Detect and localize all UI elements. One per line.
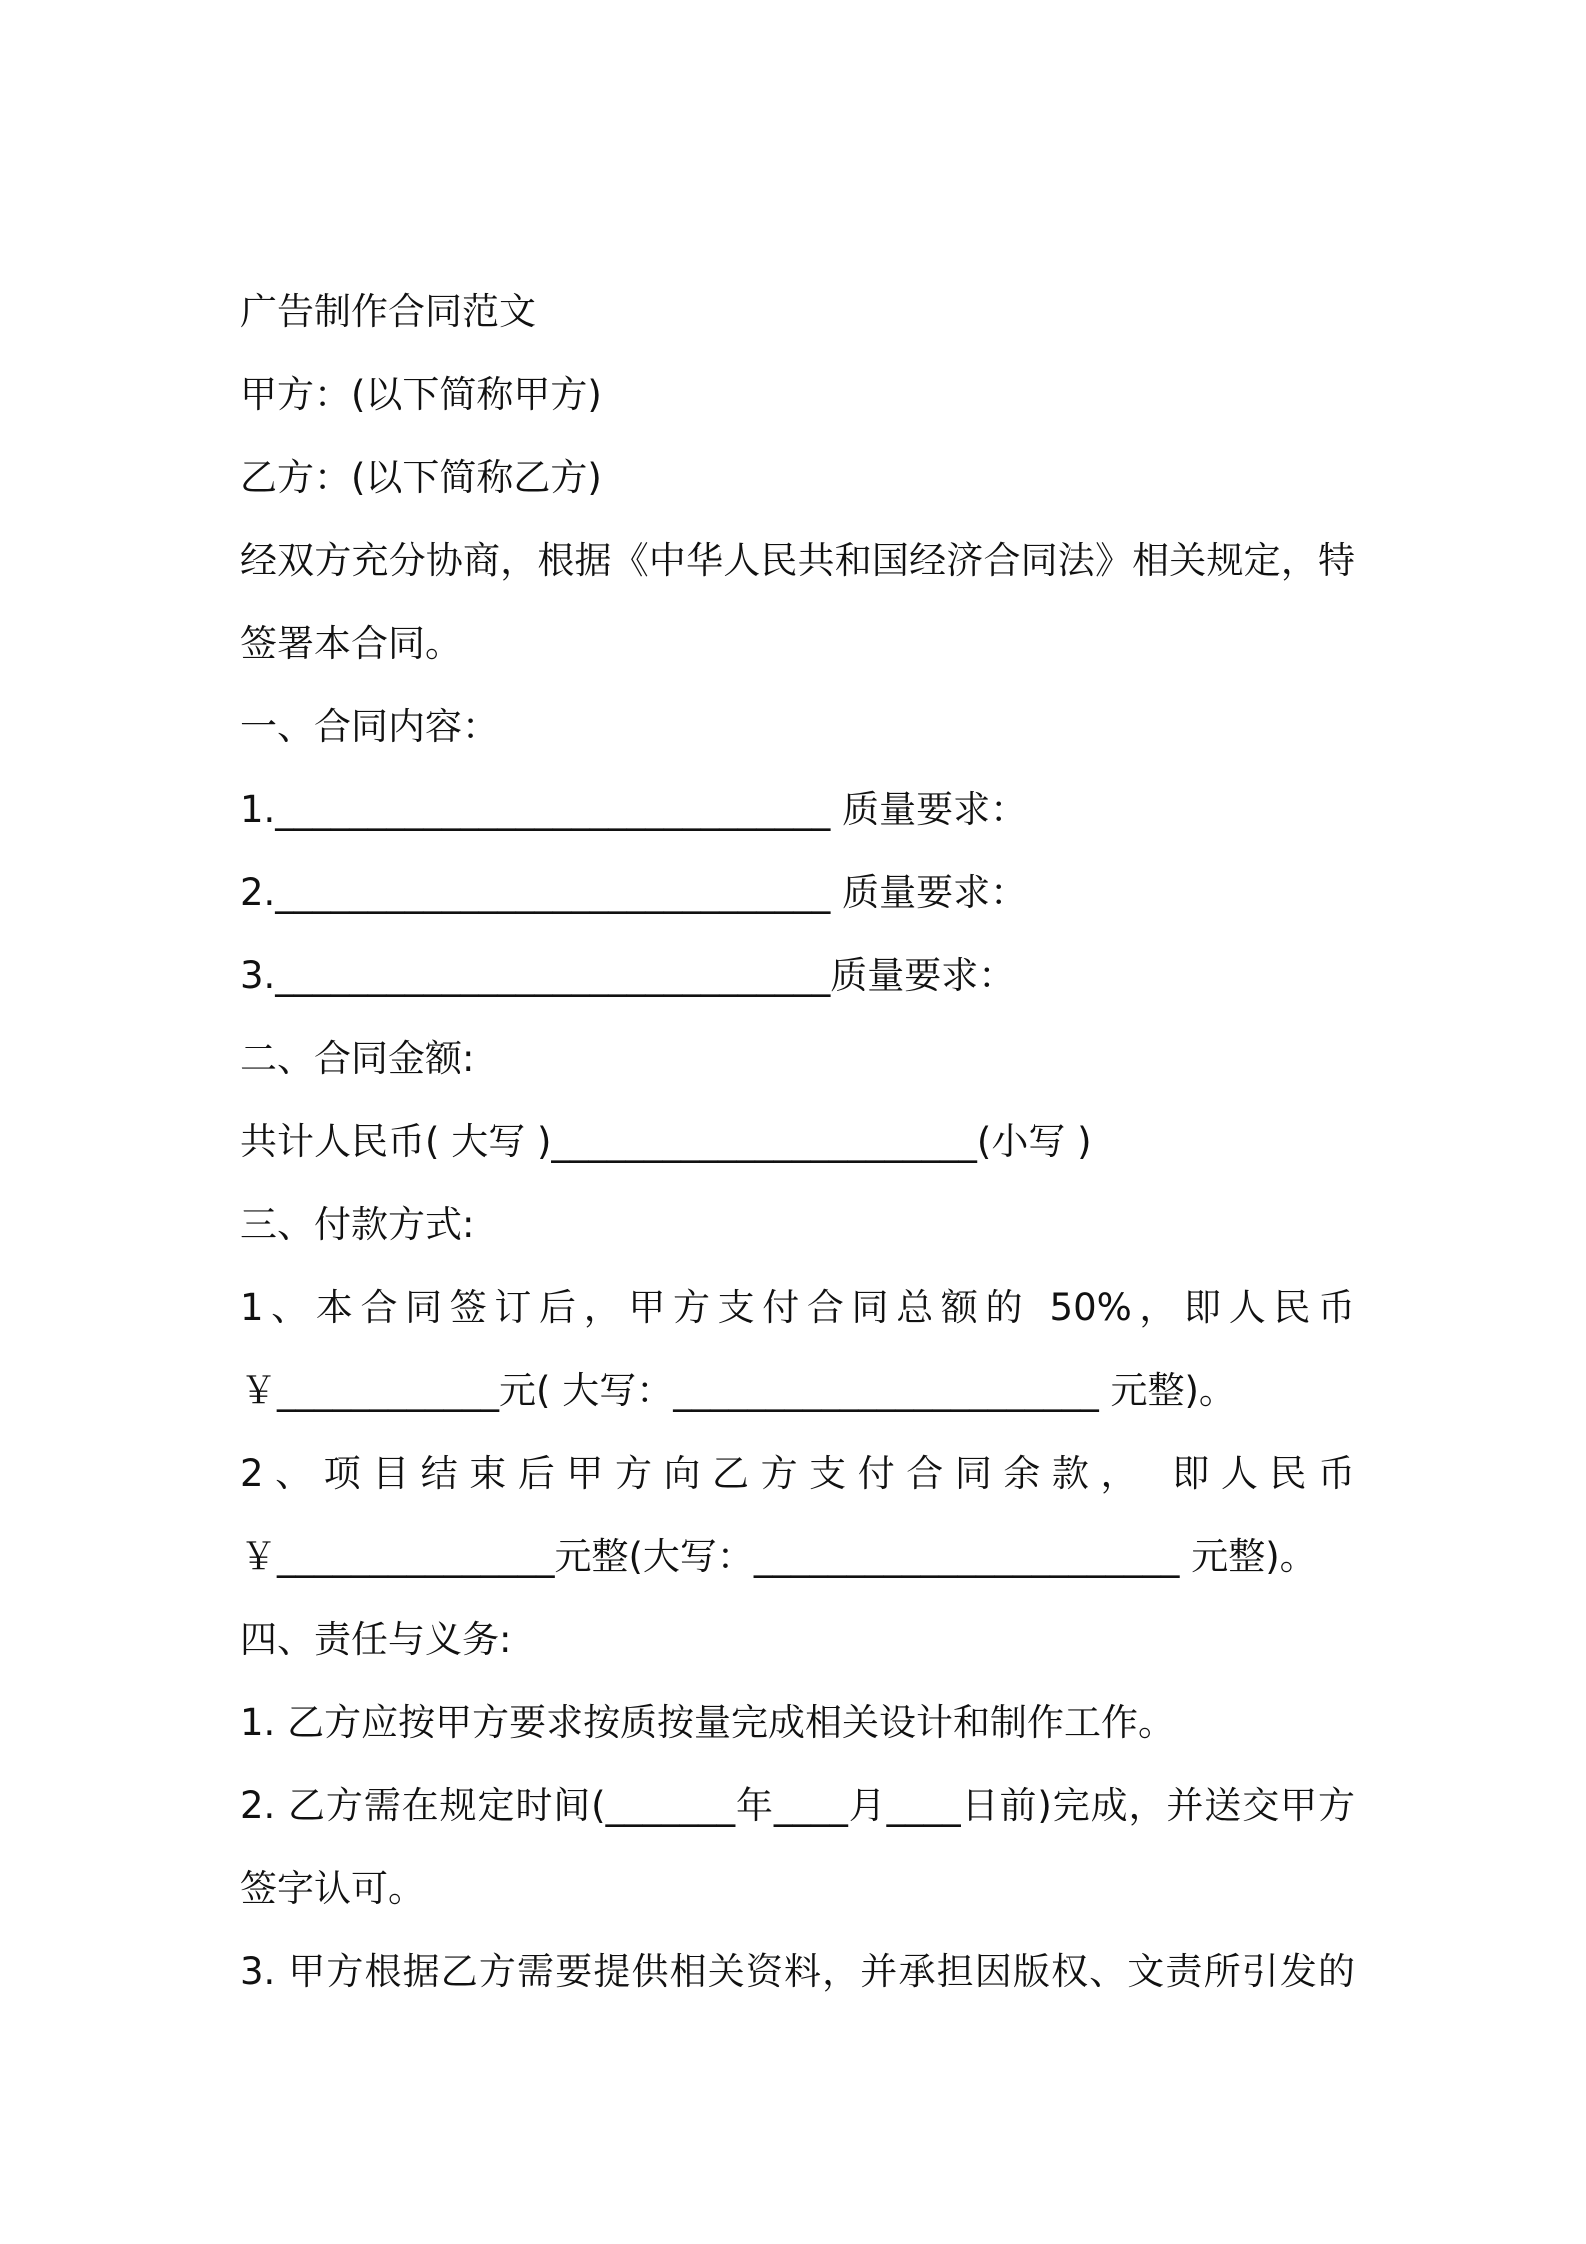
contents-item-3: 3.______________________________质量要求： — [240, 954, 1016, 997]
payment-item-2-line-1: 2、项目结束后甲方向乙方支付合同余款， 即人民币 — [240, 1452, 1355, 1495]
preamble-line-1: 经双方充分协商，根据《中华人民共和国经济合同法》相关规定，特 — [240, 539, 1355, 582]
section-heading-payment: 三、付款方式: — [240, 1203, 475, 1246]
document-body — [240, 270, 1355, 2013]
preamble-line-2: 签署本合同。 — [240, 622, 462, 665]
party-b-line: 乙方：(以下简称乙方) — [240, 456, 602, 499]
party-a-line: 甲方：(以下简称甲方) — [240, 373, 602, 416]
section-heading-amount: 二、合同金额: — [240, 1037, 475, 1080]
contents-item-1: 1.______________________________ 质量要求： — [240, 788, 1028, 831]
payment-item-2-line-2: ￥_______________元整(大写：_______________________ 元整)。 — [240, 1535, 1317, 1578]
payment-item-1-line-2: ￥____________元( 大写：_______________________ 元整)。 — [240, 1369, 1236, 1412]
duties-item-1: 1. 乙方应按甲方要求按质按量完成相关设计和制作工作。 — [240, 1701, 1176, 1744]
amount-line: 共计人民币( 大写 )_______________________(小写 ) — [240, 1120, 1092, 1163]
section-heading-contents: 一、合同内容： — [240, 705, 499, 748]
duties-item-3-line-1: 3. 甲方根据乙方需要提供相关资料，并承担因版权、文责所引发的 — [240, 1950, 1355, 1993]
document-title: 广告制作合同范文 — [240, 290, 536, 333]
section-heading-duties: 四、责任与义务: — [240, 1618, 512, 1661]
contents-item-2: 2.______________________________ 质量要求： — [240, 871, 1028, 914]
duties-item-2-line-1: 2. 乙方需在规定时间(_______年____月____日前)完成，并送交甲方 — [240, 1784, 1355, 1827]
duties-item-2-line-2: 签字认可。 — [240, 1867, 425, 1910]
payment-item-1-line-1: 1、本合同签订后，甲方支付合同总额的 50%，即人民币 — [240, 1286, 1355, 1329]
